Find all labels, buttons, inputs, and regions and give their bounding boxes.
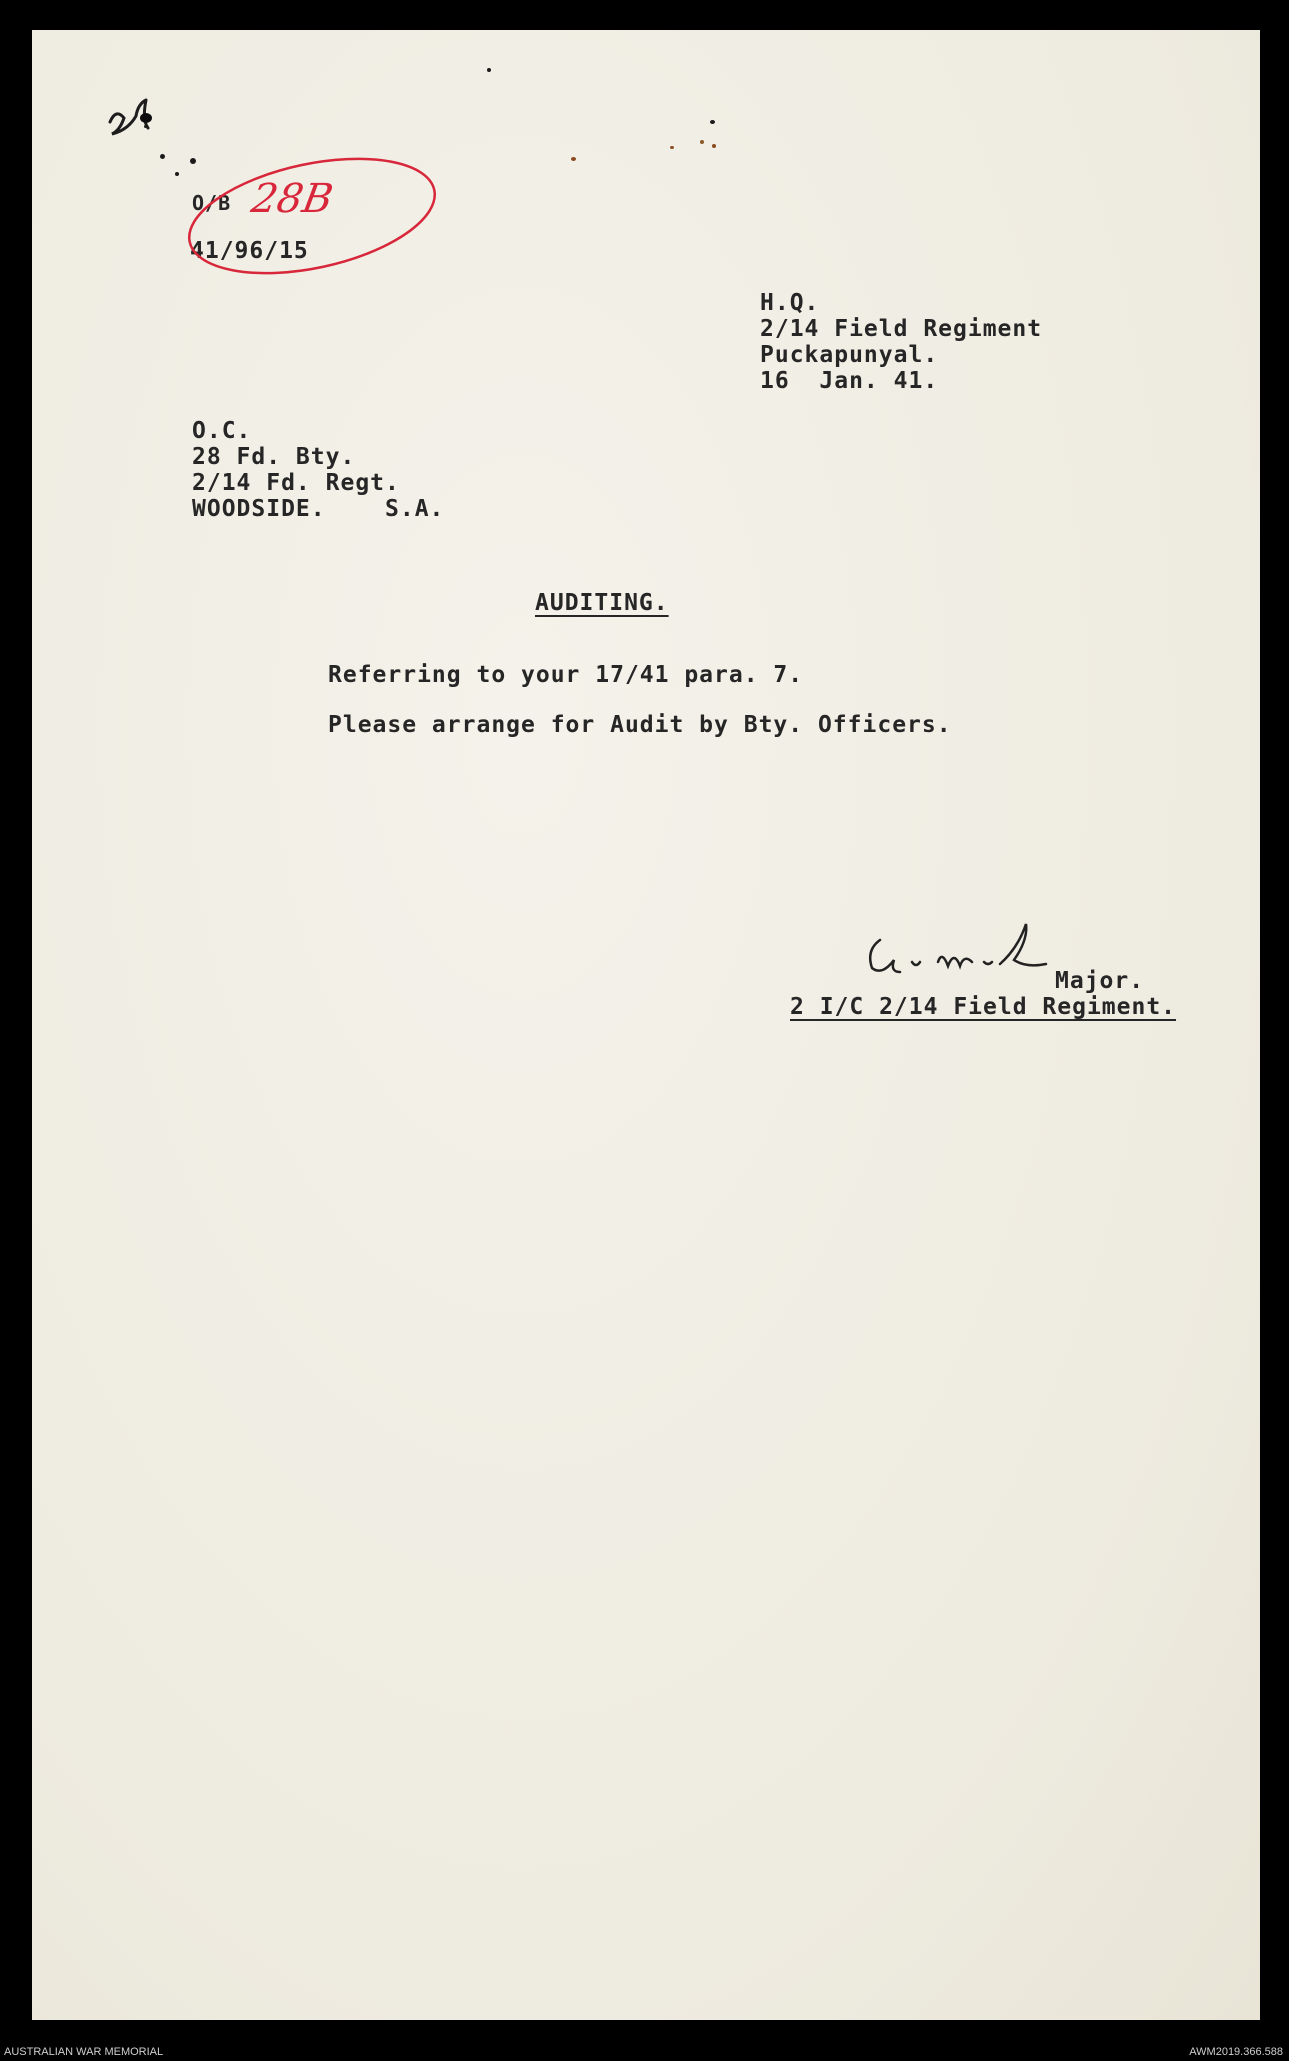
handwritten-file-number: 28B (247, 176, 337, 222)
letter-date: 16 Jan. 41. (760, 368, 939, 394)
body-paragraph-1: Referring to your 17/41 para. 7. (328, 662, 804, 688)
handwritten-signature (850, 910, 1080, 990)
footer-accession-number: AWM2019.366.588 (1189, 2046, 1283, 2058)
footer-credit: AUSTRALIAN WAR MEMORIAL (4, 2046, 164, 2058)
signatory-rank: Major. (1055, 968, 1145, 994)
subject-heading: AUDITING. (535, 590, 669, 616)
sender-hq: H.Q. (760, 290, 820, 316)
corner-initials-handwriting (102, 90, 182, 140)
recipient-line-3: 2/14 Fd. Regt. (192, 470, 400, 496)
signatory-title: 2 I/C 2/14 Field Regiment. (790, 994, 1177, 1020)
sender-unit: 2/14 Field Regiment (760, 316, 1043, 342)
recipient-line-4: WOODSIDE. S.A. (192, 496, 445, 522)
body-paragraph-2: Please arrange for Audit by Bty. Officers. (328, 712, 952, 738)
recipient-line-2: 28 Fd. Bty. (192, 444, 356, 470)
red-circle-stamp (172, 150, 452, 290)
reference-number: 41/96/15 (190, 238, 309, 264)
document-page (32, 30, 1260, 2020)
ob-label: O/B (192, 191, 232, 215)
recipient-line-1: O.C. (192, 418, 252, 444)
sender-location: Puckapunyal. (760, 342, 939, 368)
